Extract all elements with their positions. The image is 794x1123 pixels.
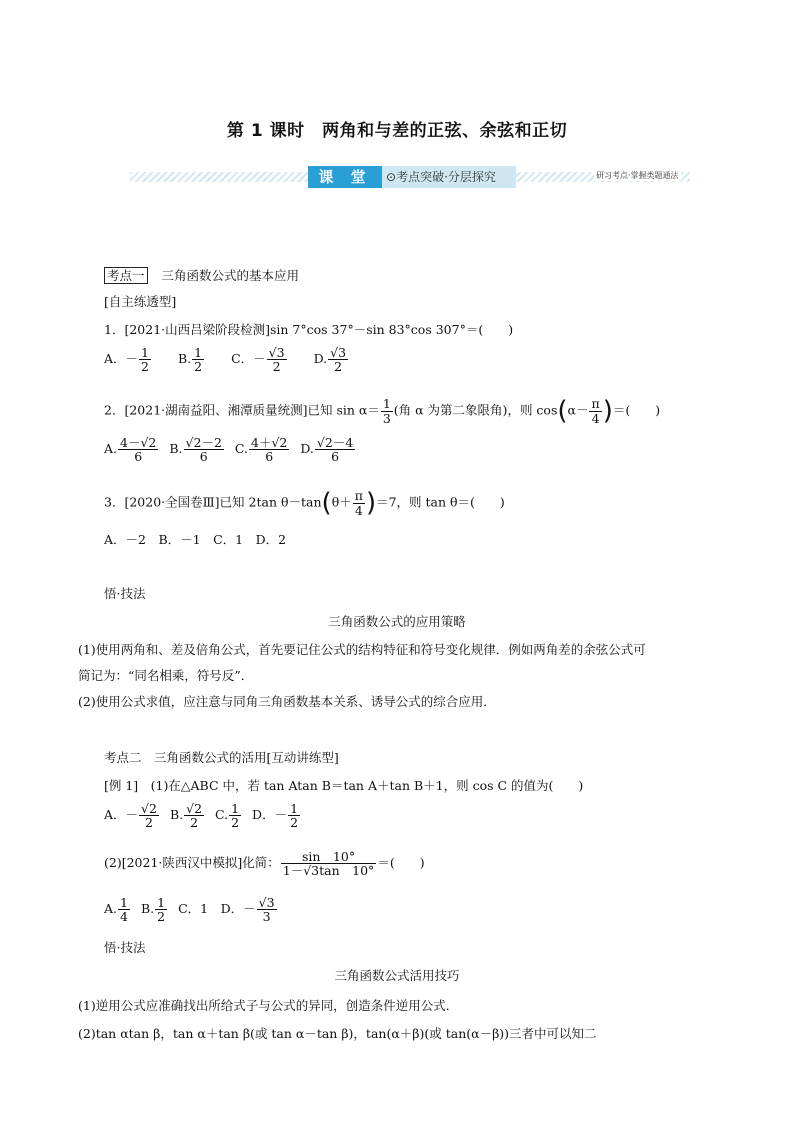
- ex1-stem: [例 1] (1)在△ABC 中，若 tan Atan B＝tan A＋tan B＋1，则 cos C 的值为( ): [104, 778, 584, 793]
- kp1-type: [自主练透型]: [104, 294, 177, 309]
- q2-stem: 2．[2021·湖南益阳、湘潭质量统测]已知 sin α＝ $\frac{1}{3}$ (角 α 为第二象限角)，则 cos(α－ $\frac{\pi}{4}$ )＝( ): [104, 396, 661, 426]
- technique1-label: 悟·技法: [104, 586, 146, 601]
- technique2-label: 悟·技法: [104, 940, 146, 955]
- q1-option-a: A．－ $\frac{1}{2}$: [104, 345, 149, 375]
- ex1-option-d: D．－ $\frac{1}{2}$: [252, 801, 299, 831]
- q2-option-b: B. $\frac{√2-2}{6}$: [169, 435, 222, 465]
- banner-subtitle: ⊙考点突破·分层探究: [382, 166, 516, 188]
- ex1-options: [104, 802, 301, 829]
- q3-stem: 3．[2020·全国卷Ⅲ]已知 2tan θ－tan(θ＋ $\frac{\pi}{4}$ )＝7，则 tan θ＝( ): [104, 488, 505, 518]
- ex1-option-b: B. $\frac{√2}{2}$: [169, 801, 203, 831]
- technique1-heading: 三角函数公式的应用策略: [328, 614, 466, 629]
- ex1-option-c: C. $\frac{1}{2}$: [215, 801, 240, 831]
- ex1-option-a: A．－ $\frac{√2}{2}$: [104, 801, 157, 831]
- q3-options: A．－2 B．－1 C．1 D．2: [104, 532, 287, 547]
- q1-option-d: D. $\frac{√3}{2}$: [313, 345, 347, 375]
- technique2-p2: (2)tan αtan β，tan α＋tan β(或 tan α－tan β)，tan(α＋β)(或 tan(α－β))三者中可以知二: [78, 1026, 597, 1041]
- ex2-option-b: B. $\frac{1}{2}$: [140, 895, 166, 925]
- ex2-stem: (2)[2021·陕西汉中模拟]化简： $\frac{\sin 10^\circ}{1-√3\tan 10^\circ}$ ＝( ): [104, 849, 425, 879]
- technique1-p2: (2)使用公式求值，应注意与同角三角函数基本关系、诱导公式的综合应用．: [78, 694, 496, 709]
- banner-tag: 课 堂: [308, 166, 382, 188]
- q2-option-d: D. $\frac{√2-4}{6}$: [300, 435, 354, 465]
- q2-option-c: C. $\frac{4+√2}{6}$: [234, 435, 288, 465]
- ex2-option-cd: C．1 D．－ $\frac{√3}{3}$: [178, 895, 275, 925]
- q1-stem: 1．[2021·山西吕梁阶段检测]sin 7°cos 37°－sin 83°cos 307°＝( ): [104, 322, 514, 337]
- q1-option-c: C．－ $\frac{√3}{2}$: [231, 345, 285, 375]
- q1-option-b: B. $\frac{1}{2}$: [177, 345, 203, 375]
- ex2-option-a: A. $\frac{1}{4}$: [104, 895, 128, 925]
- technique1-p1-line2: 简记为：“同名相乘，符号反”．: [78, 668, 254, 683]
- page-title: 第 1 课时 两角和与差的正弦、余弦和正切: [226, 121, 568, 141]
- technique2-p1: (1)逆用公式应准确找出所给式子与公式的异同，创造条件逆用公式．: [78, 998, 459, 1013]
- q2-options: [104, 436, 356, 463]
- technique2-heading: 三角函数公式活用技巧: [334, 968, 460, 983]
- q2-option-a: A. $\frac{4-√2}{6}$: [104, 435, 157, 465]
- technique1-p1-line1: (1)使用两角和、差及倍角公式，首先要记住公式的结构特征和符号变化规律．例如两角差的余弦公式可: [78, 642, 646, 657]
- kp1-heading: [104, 266, 299, 284]
- kp2-heading: 考点二 三角函数公式的活用[互动讲练型]: [104, 750, 339, 765]
- kp1-title: 三角函数公式的基本应用: [161, 268, 300, 283]
- section-banner: [130, 166, 690, 188]
- kp1-label: 考点一: [104, 267, 148, 284]
- q1-options: [104, 346, 349, 373]
- ex2-options: [104, 896, 278, 923]
- banner-right-text: 研习考点·掌握类题通法: [596, 171, 679, 180]
